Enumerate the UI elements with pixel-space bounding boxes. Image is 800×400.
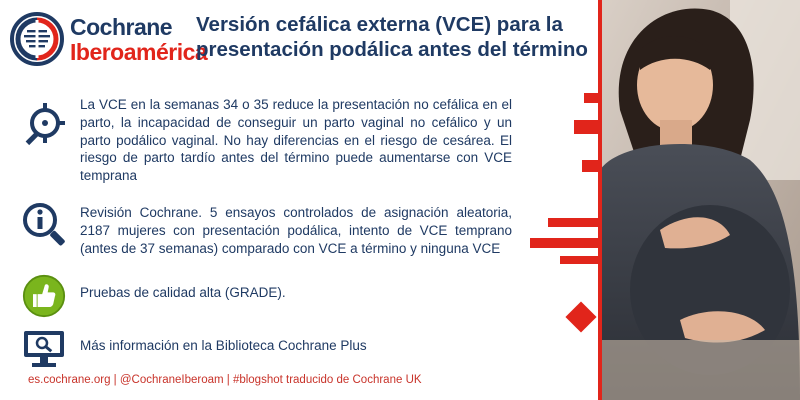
cochrane-logo [10,12,208,72]
logo-line-2: Iberoamérica [70,39,208,65]
target-icon [20,100,68,148]
page-title: Versión cefálica externa (VCE) para la presentación podálica antes del término [196,13,588,61]
logo-line-1: Cochrane [70,14,173,40]
info-magnifier-icon [20,200,68,248]
accent-bar-4 [548,218,600,227]
accent-diamond [565,301,596,332]
accent-bar-1 [584,93,598,103]
accent-bar-6 [560,256,600,264]
footer-credits[interactable]: es.cochrane.org | @CochraneIberoam | #blogshot traducido de Cochrane UK [28,374,422,386]
review-text: Revisión Cochrane. 5 ensayos controlados de asignación aleatoria, 2187 mujeres con presentación podálica, intento de VCE temprano (antes de 37 semanas) comparado con VCE a término y ninguna VCE [80,205,512,256]
more-info-link[interactable]: Más información en la Biblioteca Cochrane Plus [80,338,367,353]
thumbs-up-icon [22,274,66,318]
accent-bar-5 [530,238,600,248]
quality-text: Pruebas de calidad alta (GRADE). [80,285,286,300]
pregnant-woman-photo [600,0,800,400]
finding-text: La VCE en la semanas 34 o 35 reduce la presentación no cefálica en el parto, la incapacidad de conseguir un parto vaginal no cefálico y un parto podálico vaginal. No hay diferencias en el riesgo de cesárea. El riesgo de parto tardío antes del término puede aumentarse con VCE temprana [80,97,512,184]
accent-bar-2 [574,120,600,134]
cochrane-logo-icon [10,12,64,66]
accent-divider [598,0,602,400]
photo-illustration [600,0,800,400]
monitor-magnifier-icon [20,325,68,373]
